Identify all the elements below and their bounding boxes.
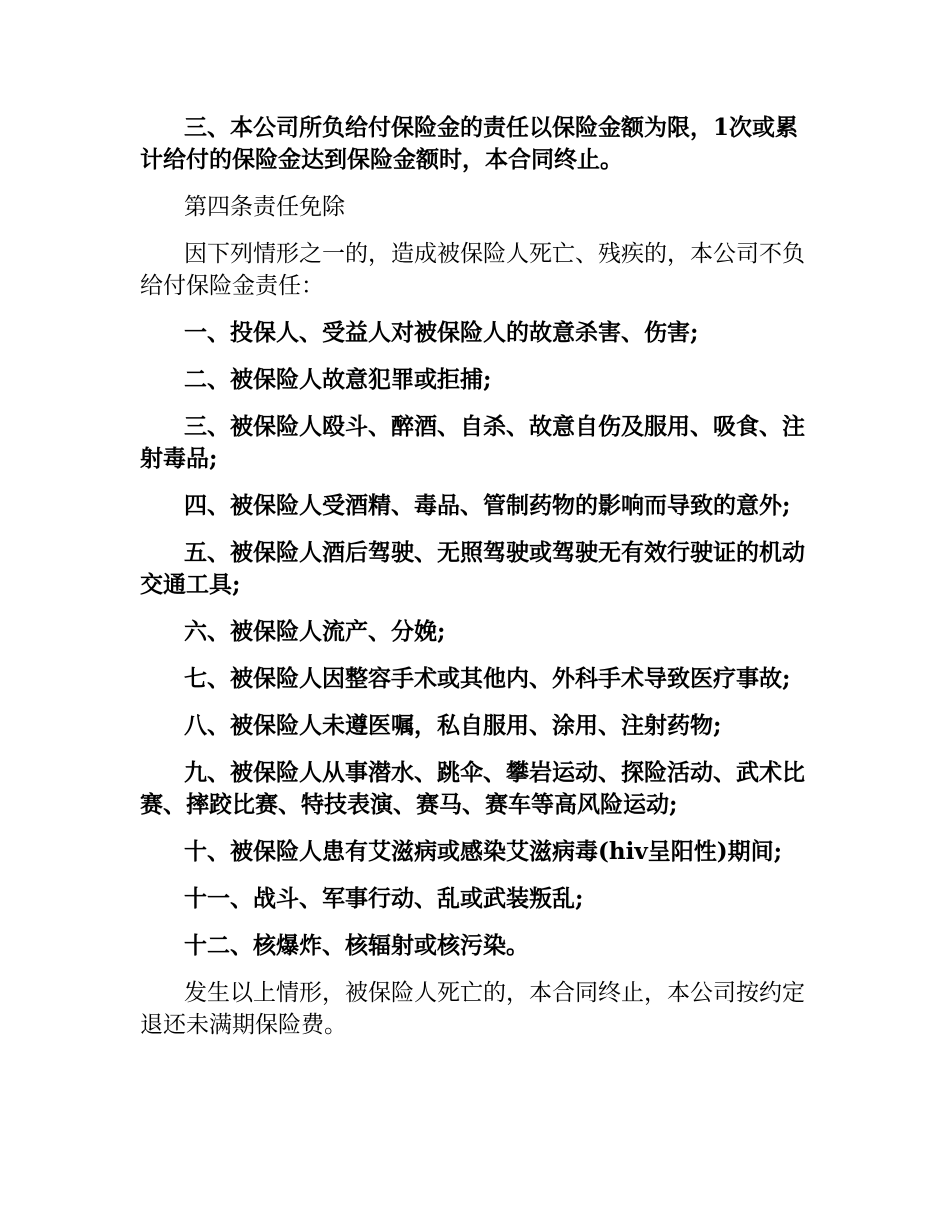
exclusion-item-12: 十二、核爆炸、核辐射或核污染。: [184, 932, 529, 959]
exclusion-item-2: 二、被保险人故意犯罪或拒捕;: [184, 366, 492, 393]
exclusion-item-9: 九、被保险人从事潜水、跳伞、攀岩运动、探险活动、武术比赛、摔跤比赛、特技表演、赛马、赛车等高风险运动;: [140, 759, 805, 818]
exclusion-item-8: 八、被保险人未遵医嘱，私自服用、涂用、注射药物;: [184, 712, 722, 739]
exclusion-item-6: 六、被保险人流产、分娩;: [184, 618, 446, 645]
exclusion-item-10: 十、被保险人患有艾滋病或感染艾滋病毒(hiv呈阳性)期间;: [184, 838, 783, 865]
exclusion-item-11: 十一、战斗、军事行动、乱或武装叛乱;: [184, 885, 584, 912]
intro-paragraph: 因下列情形之一的，造成被保险人死亡、残疾的，本公司不负给付保险金责任：: [140, 241, 805, 299]
exclusion-item-7: 七、被保险人因整容手术或其他内、外科手术导致医疗事故;: [184, 665, 791, 692]
section-heading: 第四条责任免除: [184, 194, 345, 220]
exclusion-item-3: 三、被保险人殴斗、醉酒、自杀、故意自伤及服用、吸食、注射毒品;: [140, 413, 805, 472]
clause-paragraph: 三、本公司所负给付保险金的责任以保险金额为限，1次或累计给付的保险金达到保险金额时，本合同终止。: [140, 114, 799, 173]
closing-paragraph: 发生以上情形，被保险人死亡的，本合同终止，本公司按约定退还未满期保险费。: [140, 980, 805, 1038]
exclusion-item-1: 一、投保人、受益人对被保险人的故意杀害、伤害;: [184, 319, 699, 346]
document-body: [140, 112, 820, 1056]
exclusion-item-5: 五、被保险人酒后驾驶、无照驾驶或驾驶无有效行驶证的机动交通工具;: [140, 539, 805, 598]
exclusion-item-4: 四、被保险人受酒精、毒品、管制药物的影响而导致的意外;: [184, 492, 791, 519]
